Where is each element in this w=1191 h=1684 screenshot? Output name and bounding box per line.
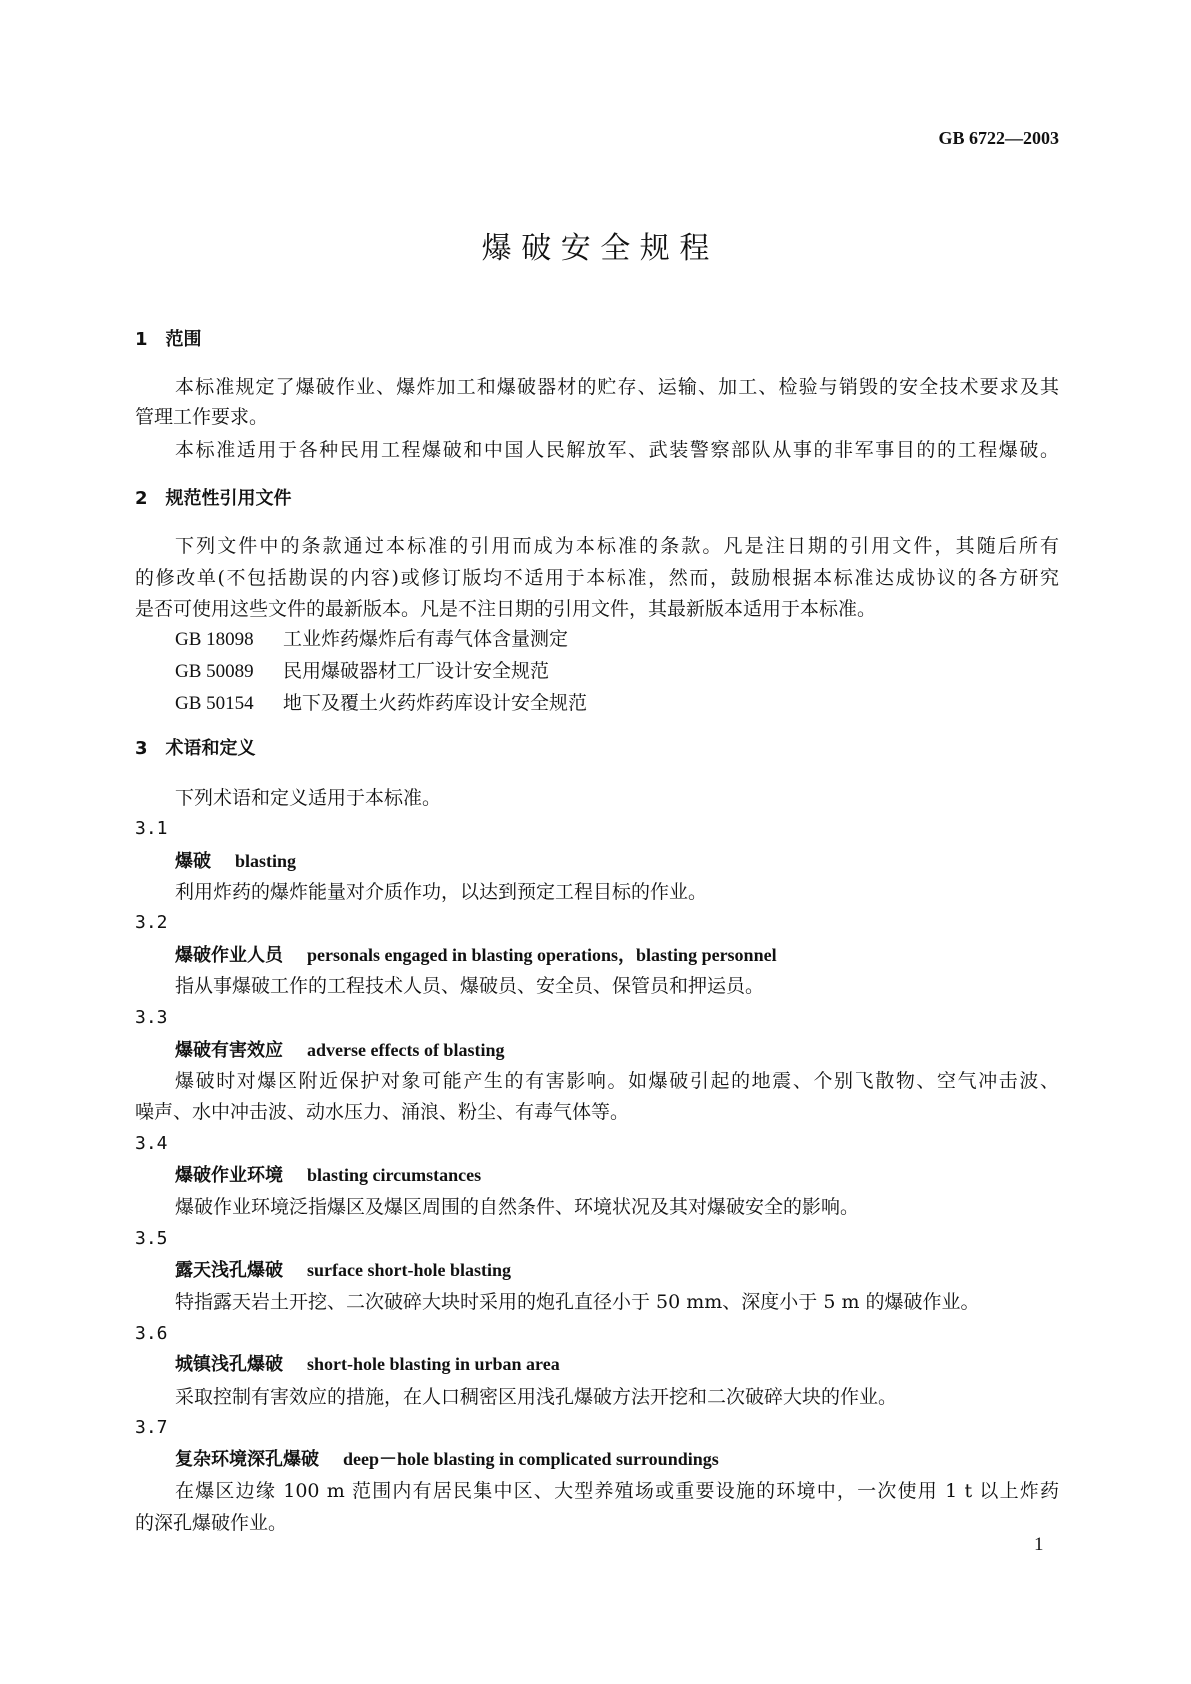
term-definition-line: 爆破时对爆区附近保护对象可能产生的有害影响。如爆破引起的地震、个别飞散物、空气冲击波、 [175,1070,1059,1092]
term-heading [175,1163,481,1188]
term-definition-line: 的深孔爆破作业。 [135,1512,288,1534]
term-definition-line: 在爆区边缘 100 m 范围内有居民集中区、大型养殖场或重要设施的环境中，一次使用 1 t 以上炸药 [175,1480,1059,1502]
reference-code: GB 50089 [175,661,254,682]
term-definition-line: 利用炸药的爆炸能量对介质作功，以达到预定工程目标的作业。 [175,881,708,903]
term-definition-line: 采取控制有害效应的措施，在人口稠密区用浅孔爆破方法开挖和二次破碎大块的作业。 [175,1386,898,1408]
term-heading [175,849,296,874]
term-number: 3.2 [135,912,168,933]
term-chinese: 复杂环境深孔爆破 [175,1449,319,1470]
paragraph-line: 的修改单(不包括勘误的内容)或修订版均不适用于本标准，然而，鼓励根据本标准达成协议的各方研究 [135,567,1059,589]
reference-title: 民用爆破器材工厂设计安全规范 [283,660,550,682]
term-chinese: 城镇浅孔爆破 [175,1354,283,1375]
standard-number: GB 6722—2003 [938,128,1059,148]
paragraph-line: 是否可使用这些文件的最新版本。凡是不注日期的引用文件，其最新版本适用于本标准。 [135,598,877,620]
reference-code: GB 50154 [175,693,254,714]
section-2-heading: 2 规范性引用文件 [135,488,292,509]
paragraph-line: 下列术语和定义适用于本标准。 [175,787,442,809]
page-number: 1 [1034,1534,1044,1555]
section-3-heading: 3 术语和定义 [135,738,256,759]
term-number: 3.4 [135,1133,168,1154]
term-english: surface short-hole blasting [307,1260,511,1280]
term-number: 3.7 [135,1417,168,1438]
term-number: 3.1 [135,818,168,839]
term-number: 3.5 [135,1228,168,1249]
term-chinese: 露天浅孔爆破 [175,1260,283,1281]
term-heading [175,1038,504,1063]
term-english: personals engaged in blasting operations，blasting personnel [307,945,777,965]
reference-item [175,627,568,652]
paragraph-line: 本标准适用于各种民用工程爆破和中国人民解放军、武装警察部队从事的非军事目的的工程爆破。 [175,439,1059,461]
term-definition-line: 爆破作业环境泛指爆区及爆区周围的自然条件、环境状况及其对爆破安全的影响。 [175,1196,860,1218]
term-chinese: 爆破作业人员 [175,945,283,966]
page-title: 爆 破 安 全 规 程 [481,231,710,266]
reference-title: 地下及覆土火药炸药库设计安全规范 [283,692,588,714]
term-chinese: 爆破有害效应 [175,1040,283,1061]
term-definition-line: 噪声、水中冲击波、动水压力、涌浪、粉尘、有毒气体等。 [135,1101,630,1123]
term-chinese: 爆破作业环境 [175,1165,283,1186]
term-definition-line: 指从事爆破工作的工程技术人员、爆破员、安全员、保管员和押运员。 [175,975,765,997]
reference-code: GB 18098 [175,629,254,650]
section-1-heading: 1 范围 [135,329,202,350]
term-heading [175,1258,511,1283]
term-chinese: 爆破 [175,851,211,872]
term-english: short-hole blasting in urban area [307,1354,560,1374]
term-definition-line: 特指露天岩土开挖、二次破碎大块时采用的炮孔直径小于 50 mm、深度小于 5 m 的爆破作业。 [175,1291,980,1313]
paragraph-line: 下列文件中的条款通过本标准的引用而成为本标准的条款。凡是注日期的引用文件，其随后所有 [175,535,1059,557]
term-number: 3.3 [135,1007,168,1028]
term-english: deep－hole blasting in complicated surroundings [343,1449,719,1469]
term-english: blasting circumstances [307,1165,482,1185]
paragraph-line: 管理工作要求。 [135,406,269,428]
reference-title: 工业炸药爆炸后有毒气体含量测定 [283,628,569,650]
reference-item [175,691,587,716]
reference-item [175,659,549,684]
term-heading [175,1447,719,1472]
term-heading [175,1352,560,1377]
paragraph-line: 本标准规定了爆破作业、爆炸加工和爆破器材的贮存、运输、加工、检验与销毁的安全技术要求及其 [175,376,1059,398]
term-heading [175,943,777,968]
term-number: 3.6 [135,1323,168,1344]
term-english: blasting [235,851,297,871]
term-english: adverse effects of blasting [307,1040,505,1060]
